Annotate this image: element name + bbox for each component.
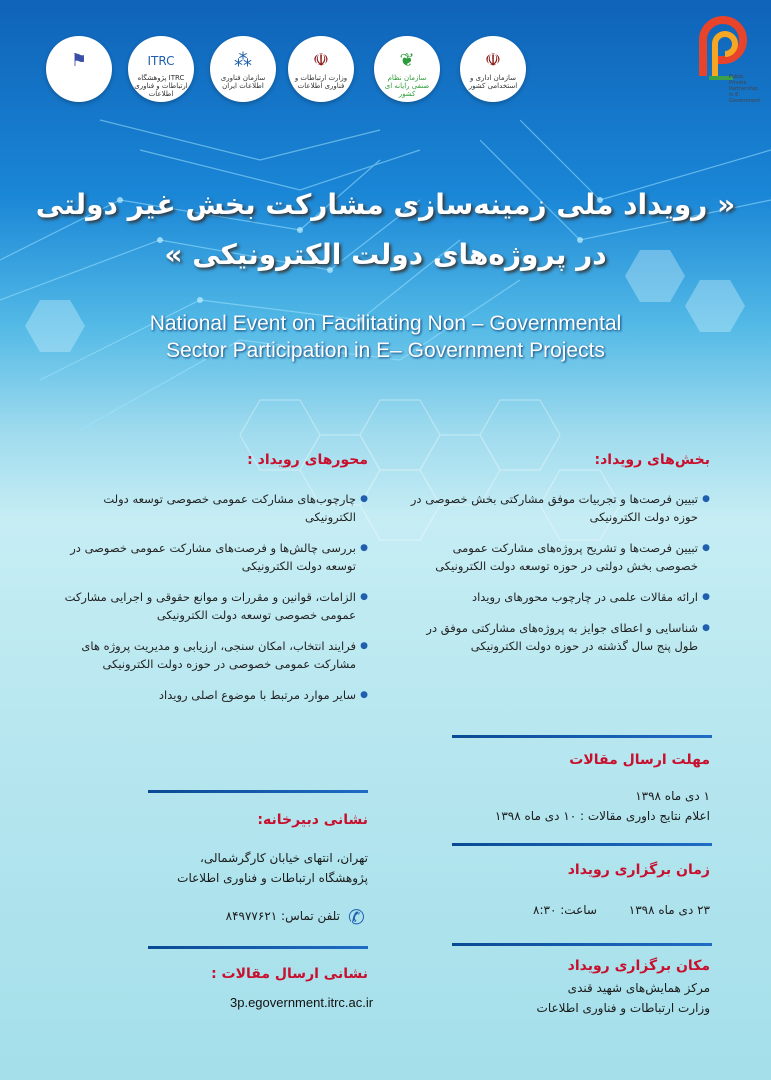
list-item: ● ارائه مقالات علمی در چارچوب محورهای رویداد <box>410 588 710 606</box>
logo-administrative-organization <box>460 36 526 102</box>
leaf-icon: ❦ <box>399 50 415 71</box>
secretariat-heading: نشانی دبیرخانه: <box>257 812 368 828</box>
secretariat-address <box>140 848 368 888</box>
logo-ict-ministry <box>288 36 354 102</box>
logo-label: سازمان نظام صنفی رایانه ای کشور <box>384 74 430 98</box>
event-topics-list <box>50 490 368 717</box>
hexagon-background <box>0 380 771 1080</box>
divider <box>148 946 368 949</box>
logo-label: سازمان فناوری اطلاعات ایران <box>220 74 266 90</box>
results-date: اعلام نتایج داوری مقالات : ۱۰ دی ماه ۱۳۹۸ <box>494 809 710 823</box>
event-sections-list <box>410 490 710 668</box>
title-fa-line1: « رویداد ملی زمینه‌سازی مشارکت بخش غیر دولتی <box>35 188 736 221</box>
list-item: ● تبیین فرصت‌ها و تجربیات موفق مشارکتی بخش خصوصی در حوزه دولت الکترونیکی <box>410 490 710 526</box>
list-item: ● بررسی چالش‌ها و فرصت‌های مشارکت عمومی خصوصی در توسعه دولت الکترونیکی <box>50 539 368 575</box>
logo-label: ITRC پژوهشگاه ارتباطات و فناوری اطلاعات <box>134 74 188 98</box>
place-line1: مرکز همایش‌های شهید قندی <box>567 981 710 995</box>
event-time-info <box>450 900 710 920</box>
iran-emblem-icon: ☫ <box>312 50 330 71</box>
phone-icon: ✆ <box>348 905 365 929</box>
list-item: ● تبیین فرصت‌ها و تشریح پروژه‌های مشارکت عمومی خصوصی بخش دولتی در حوزه توسعه دولت الکترونیکی <box>410 539 710 575</box>
address-line1: تهران، انتهای خیابان کارگرشمالی، <box>199 851 368 865</box>
place-line2: وزارت ارتباطات و فناوری اطلاعات <box>536 1001 710 1015</box>
list-item: ● فرایند انتخاب، امکان سنجی، ارزیابی و مدیریت پروژه های مشارکت عمومی خصوصی در حوزه دولت الکترونیکی <box>50 637 368 673</box>
deadline-date: ۱ دی ماه ۱۳۹۸ <box>635 789 710 803</box>
list-item: ● سایر موارد مرتبط با موضوع اصلی رویداد <box>50 686 368 704</box>
event-time: ساعت: ۸:۳۰ <box>533 903 597 917</box>
logo-itrc <box>128 36 194 102</box>
logo-computer-guild <box>374 36 440 102</box>
divider <box>148 790 368 793</box>
event-sections-heading: بخش‌های رویداد: <box>594 452 710 468</box>
list-item: ● چارچوب‌های مشارکت عمومی خصوصی توسعه دولت الکترونیکی <box>50 490 368 526</box>
ppp-logo-text: Public Private Partnership in E-Government <box>729 74 761 104</box>
phone-label: تلفن تماس: <box>281 909 340 923</box>
list-item: ● الزامات، قوانین و مقررات و موانع حقوقی و اجرایی مشارکت عمومی خصوصی توسعه دولت الکترونیکی <box>50 588 368 624</box>
logo-label: وزارت ارتباطات و فناوری اطلاعات <box>294 74 348 90</box>
ppp-logo <box>693 16 761 104</box>
partner-logos <box>46 36 526 102</box>
submission-heading: نشانی ارسال مقالات : <box>211 966 368 982</box>
logo-flag <box>46 36 112 102</box>
list-item: ● شناسایی و اعطای جوایز به پروژه‌های مشارکتی موفق در طول پنج سال گذشته در حوزه دولت الکترونیکی <box>410 619 710 655</box>
address-line2: پژوهشگاه ارتباطات و فناوری اطلاعات <box>177 871 368 885</box>
event-place-heading: مکان برگزاری رویداد <box>567 958 710 974</box>
iran-emblem-icon: ☫ <box>484 50 502 71</box>
divider <box>452 735 712 738</box>
itrc-icon: ITRC <box>147 54 175 68</box>
title-en-line1: National Event on Facilitating Non – Governmental <box>149 312 622 335</box>
logo-label: سازمان اداری و استخدامی کشور <box>468 74 518 90</box>
deadline-heading: مهلت ارسال مقالات <box>569 752 710 768</box>
deadline-info <box>450 786 710 826</box>
phone-number: ۸۴۹۷۷۶۲۱ <box>225 909 278 923</box>
submission-website-link[interactable]: 3p.egovernment.itrc.ac.ir <box>230 995 374 1010</box>
event-topics-heading: محورهای رویداد : <box>247 452 368 468</box>
title-fa-line2: در پروژه‌های دولت الکترونیکی » <box>164 238 607 271</box>
logo-ito <box>210 36 276 102</box>
dots-globe-icon: ⁂ <box>234 50 252 71</box>
divider <box>452 843 712 846</box>
phone-row <box>150 906 340 926</box>
flag-icon: ⚑ <box>70 50 88 71</box>
event-date: ۲۳ دی ماه ۱۳۹۸ <box>628 903 710 917</box>
divider <box>452 943 712 946</box>
title-en-line2: Sector Participation in E– Government Projects <box>166 339 605 362</box>
event-place-info <box>450 978 710 1018</box>
event-time-heading: زمان برگزاری رویداد <box>567 862 710 878</box>
